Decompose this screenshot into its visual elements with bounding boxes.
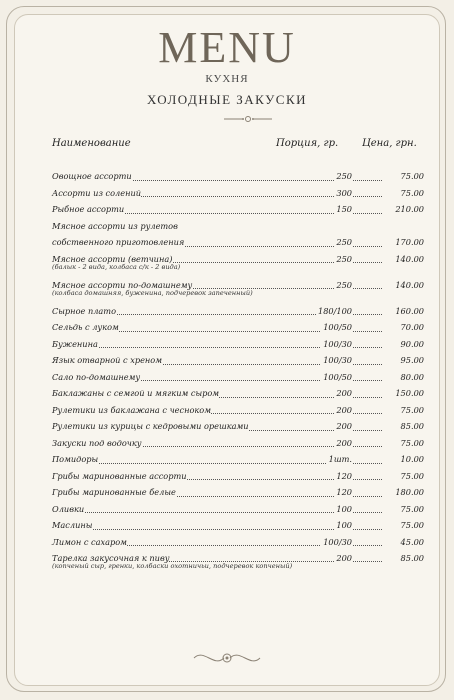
menu-list: [52, 168, 424, 576]
menu-item: [52, 218, 424, 235]
item-portion: 250: [334, 168, 352, 185]
menu-item: [52, 534, 424, 551]
divider-ornament-icon: [222, 113, 274, 125]
item-portion: 250: [334, 251, 352, 268]
item-name: Мясное ассорти (ветчина): [52, 251, 172, 268]
item-price: 150.00: [382, 385, 424, 402]
item-name: Грибы маринованные белые: [52, 484, 176, 501]
item-price: 70.00: [382, 319, 424, 336]
item-note: (копченый сыр, гренки, колбаски охотничьи, подчеревок копченый): [52, 562, 293, 570]
item-price: 75.00: [382, 185, 424, 202]
item-name: Сельдь с луком: [52, 319, 119, 336]
menu-item: [52, 201, 424, 218]
item-portion: 100/30: [321, 534, 352, 551]
item-name: Рулетики из баклажана с чесноком: [52, 402, 211, 419]
menu-item: [52, 435, 424, 452]
item-portion: 200: [334, 418, 352, 435]
item-name: Сало по-домашнему: [52, 369, 140, 386]
item-name: Грибы маринованные ассорти: [52, 468, 187, 485]
item-portion: 150: [334, 201, 352, 218]
header-name: Наименование: [52, 138, 131, 149]
menu-item: [52, 451, 424, 468]
item-price: 180.00: [382, 484, 424, 501]
item-price: 210.00: [382, 201, 424, 218]
item-name: Мясное ассорти из рулетов: [52, 218, 178, 235]
item-portion: 200: [334, 385, 352, 402]
menu-item: [52, 336, 424, 353]
item-portion: 120: [334, 484, 352, 501]
item-name: Язык отварной с хреном: [52, 352, 162, 369]
item-price: 140.00: [382, 277, 424, 294]
item-price: 170.00: [382, 234, 424, 251]
item-name: Баклажаны с семгой и мягким сыром: [52, 385, 219, 402]
item-name: Рыбное ассорти: [52, 201, 124, 218]
kitchen-subtitle: КУХНЯ: [205, 73, 249, 85]
menu-item: [52, 517, 424, 534]
item-name: Помидоры: [52, 451, 98, 468]
item-portion: 300: [334, 185, 352, 202]
item-portion: 250: [334, 277, 352, 294]
menu-item: [52, 251, 424, 277]
item-note: (колбаса домашняя, буженина, подчеревок запеченный): [52, 288, 253, 297]
item-portion: 100/30: [321, 336, 352, 353]
menu-item: [52, 369, 424, 386]
item-price: 80.00: [382, 369, 424, 386]
item-portion: 100/50: [321, 369, 352, 386]
menu-item: [52, 277, 424, 303]
menu-item: [52, 418, 424, 435]
item-name: Сырное плато: [52, 303, 116, 320]
item-price: 75.00: [382, 402, 424, 419]
menu-item: [52, 385, 424, 402]
section-title: ХОЛОДНЫЕ ЗАКУСКИ: [146, 92, 308, 107]
item-name: Оливки: [52, 501, 84, 518]
menu-title: MENU: [158, 23, 296, 72]
menu-item: [52, 168, 424, 185]
item-portion: 200: [334, 402, 352, 419]
menu-item: [52, 185, 424, 202]
dot-leader: [52, 463, 424, 464]
menu-item: [52, 501, 424, 518]
item-name: Мясное ассорти по-домашнему: [52, 277, 192, 294]
item-portion: 100/50: [321, 319, 352, 336]
item-name: Овощное ассорти: [52, 168, 132, 185]
menu-item: [52, 352, 424, 369]
item-price: 160.00: [382, 303, 424, 320]
item-name: собственного приготовления: [52, 234, 184, 251]
item-price: 85.00: [382, 550, 424, 567]
item-portion: 100: [334, 501, 352, 518]
item-name: Тарелка закусочная к пиву: [52, 550, 169, 567]
item-name: Буженина: [52, 336, 98, 353]
item-price: 75.00: [382, 468, 424, 485]
item-price: 45.00: [382, 534, 424, 551]
menu-item: [52, 234, 424, 251]
bottom-ornament-icon: [190, 646, 264, 670]
item-portion: 100/30: [321, 352, 352, 369]
item-price: 75.00: [382, 168, 424, 185]
menu-item: [52, 303, 424, 320]
dot-leader: [52, 529, 424, 530]
dot-leader: [52, 512, 424, 513]
dot-leader: [52, 347, 424, 348]
item-portion: 180/100: [316, 303, 352, 320]
item-price: 75.00: [382, 517, 424, 534]
item-price: 140.00: [382, 251, 424, 268]
item-portion: 200: [334, 435, 352, 452]
item-note: (балык - 2 вида, колбаса с/к - 2 вида): [52, 262, 181, 271]
item-portion: 100: [334, 517, 352, 534]
item-portion: 250: [334, 234, 352, 251]
item-portion: 200: [334, 550, 352, 567]
item-portion: 120: [334, 468, 352, 485]
item-name: Закуски под водочку: [52, 435, 142, 452]
item-name: Рулетики из курицы с кедровыми орешками: [52, 418, 249, 435]
item-price: 90.00: [382, 336, 424, 353]
item-name: Лимон с сахаром: [52, 534, 127, 551]
menu-item: [52, 484, 424, 501]
menu-item: [52, 550, 424, 576]
item-name: Ассорти из солений: [52, 185, 141, 202]
item-price: 75.00: [382, 435, 424, 452]
item-price: 10.00: [382, 451, 424, 468]
item-price: 95.00: [382, 352, 424, 369]
menu-item: [52, 468, 424, 485]
item-name: Маслины: [52, 517, 92, 534]
item-portion: 1шт.: [327, 451, 352, 468]
header-portion: Порция, гр.: [276, 138, 339, 149]
item-price: 85.00: [382, 418, 424, 435]
menu-item: [52, 319, 424, 336]
menu-item: [52, 402, 424, 419]
header-price: Цена, грн.: [362, 138, 417, 149]
item-price: 75.00: [382, 501, 424, 518]
